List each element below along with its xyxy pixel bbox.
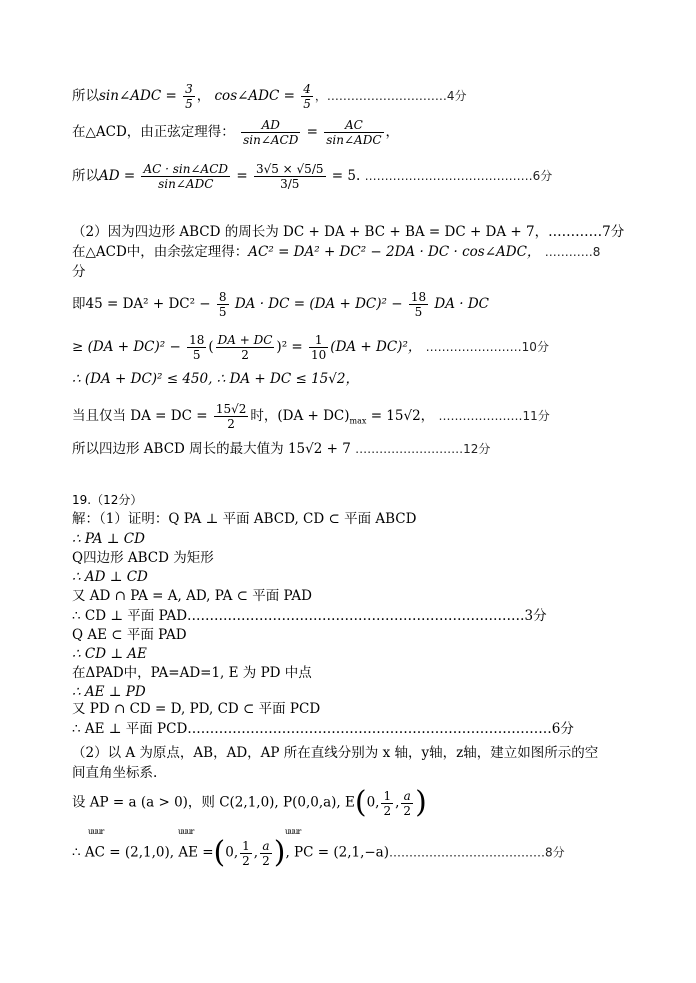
section-header-19: 19.（12分）	[72, 493, 143, 507]
fraction: $\frac{15√2}{2}$	[215, 402, 247, 431]
proof-line-11: 又 PD ∩ CD = D, PD, CD ⊂ 平面 PCD	[72, 701, 321, 717]
coordinate-points: 设 AP = a (a > 0)，则 C(2,1,0), P(0,0,a), E(0, $\frac{1}{2}$ , $\frac{a}{2}$ )	[72, 785, 427, 820]
fraction: $\frac{1}{10}$	[311, 333, 327, 362]
fraction: $\frac{a}{2}$	[403, 788, 412, 818]
fraction: $\frac{4}{5}$	[303, 82, 311, 111]
line-sine-law: 在△ACD，由正弦定理得： $\frac{AD}{\text{sin∠ACD}}$ = $\frac{AC}{\text{sin∠ADC}}$ ，	[72, 118, 399, 147]
vector-arrow-mark-ae: uuur	[178, 827, 194, 836]
line-sin-cos: 所以sin∠ADC = $\frac{3}{5}$ ， cos∠ADC = $\frac{4}{5}$ ，…………………………4分	[72, 82, 467, 111]
vector-arrow-mark-ac: uuur	[88, 827, 104, 836]
fraction-compound: $\frac{3√5 \times √5/5}{3/5}$	[255, 162, 324, 191]
vector-arrow-mark-pc: uuur	[285, 827, 301, 836]
coordinate-setup-2: 间直角坐标系.	[72, 765, 158, 781]
proof-line-10: ∴ AE ⊥ PD	[72, 684, 146, 700]
coordinate-setup-1: （2）以 A 为原点，AB，AD，AP 所在直线分别为 x 轴，y轴，z轴，建立如图所示的空	[72, 745, 599, 761]
fraction: $\frac{1}{2}$	[383, 788, 392, 818]
fraction: $\frac{a}{2}$	[262, 838, 270, 868]
fraction: $\frac{DA + DC}{2}$	[217, 333, 273, 362]
line-ad-result: 所以AD = $\frac{\text{AC · sin∠ACD}}{\text{sin∠ADC}}$ = $\frac{3√5 \times √5/5}{3/5}$ = 5. ……………………………………6分	[72, 162, 553, 191]
fraction: $\frac{3}{5}$	[185, 82, 193, 111]
vector-line: ∴ AC = (2,1,0), AE =(0, $\frac{1}{2}$ , $\frac{a}{2}$ ), PC = (2,1,−a)…………………………………8分	[72, 835, 565, 870]
line-cosine-law: 在△ACD中，由余弦定理得：AC² = DA² + DC² − 2DA · DC · cos∠ADC， …………8	[72, 244, 601, 260]
fraction: $\frac{AC}{\text{sin∠ADC}}$	[326, 118, 382, 147]
line-inequality: ≥ (DA + DC)² − $\frac{18}{5}$ ( $\frac{DA + DC}{2}$ )² = $\frac{1}{10}$ (DA + DC)²， ……………………10分	[72, 333, 549, 362]
fraction: $\frac{1}{2}$	[242, 838, 250, 868]
proof-line-5: 又 AD ∩ PA = A, AD, PA ⊂ 平面 PAD	[72, 588, 312, 604]
proof-line-3: Q四边形 ABCD 为矩形	[72, 550, 214, 566]
proof-line-12: ∴ AE ⊥ 平面 PCD………………………………………………………………………6分	[72, 721, 574, 737]
line-equality-case: 当且仅当 DA = DC = $\frac{15√2}{2}$ 时，$(DA + DC)_{max} = 15√2$， …………………11分	[72, 402, 550, 431]
proof-line-8: ∴ CD ⊥ AE	[72, 646, 147, 662]
fraction: $\frac{18}{5}$	[189, 333, 205, 362]
proof-line-1: 解：（1）证明：Q PA ⊥ 平面 ABCD, CD ⊂ 平面 ABCD	[72, 511, 417, 527]
proof-line-4: ∴ AD ⊥ CD	[72, 569, 148, 585]
line-perimeter: （2）因为四边形 ABCD 的周长为 DC + DA + BC + BA = DC + DA + 7，…………7分	[72, 224, 625, 240]
line-equation: 即45 = DA² + DC² − $\frac{8}{5}$ DA · DC = (DA + DC)² − $\frac{18}{5}$ DA · DC	[72, 290, 490, 319]
fraction: $\frac{18}{5}$	[410, 290, 427, 319]
fraction: $\frac{AD}{\text{sin∠ACD}}$	[243, 118, 299, 147]
proof-line-9: 在ΔPAD中，PA=AD=1, E 为 PD 中点	[72, 665, 312, 681]
line-max-perimeter: 所以四边形 ABCD 周长的最大值为 15√2 + 7 ………………………12分	[72, 441, 491, 457]
line-bound: ∴ (DA + DC)² ≤ 450, ∴ DA + DC ≤ 15√2，	[72, 371, 359, 387]
proof-line-7: Q AE ⊂ 平面 PAD	[72, 627, 187, 643]
proof-line-6: ∴ CD ⊥ 平面 PAD…………………………………………………………………3分	[72, 608, 547, 624]
proof-line-2: ∴ PA ⊥ CD	[72, 531, 145, 547]
line-cosine-law-wrap: 分	[72, 264, 86, 280]
fraction: $\frac{\text{AC · sin∠ACD}}{\text{sin∠ADC}}$	[143, 162, 229, 191]
fraction: $\frac{8}{5}$	[218, 290, 227, 319]
